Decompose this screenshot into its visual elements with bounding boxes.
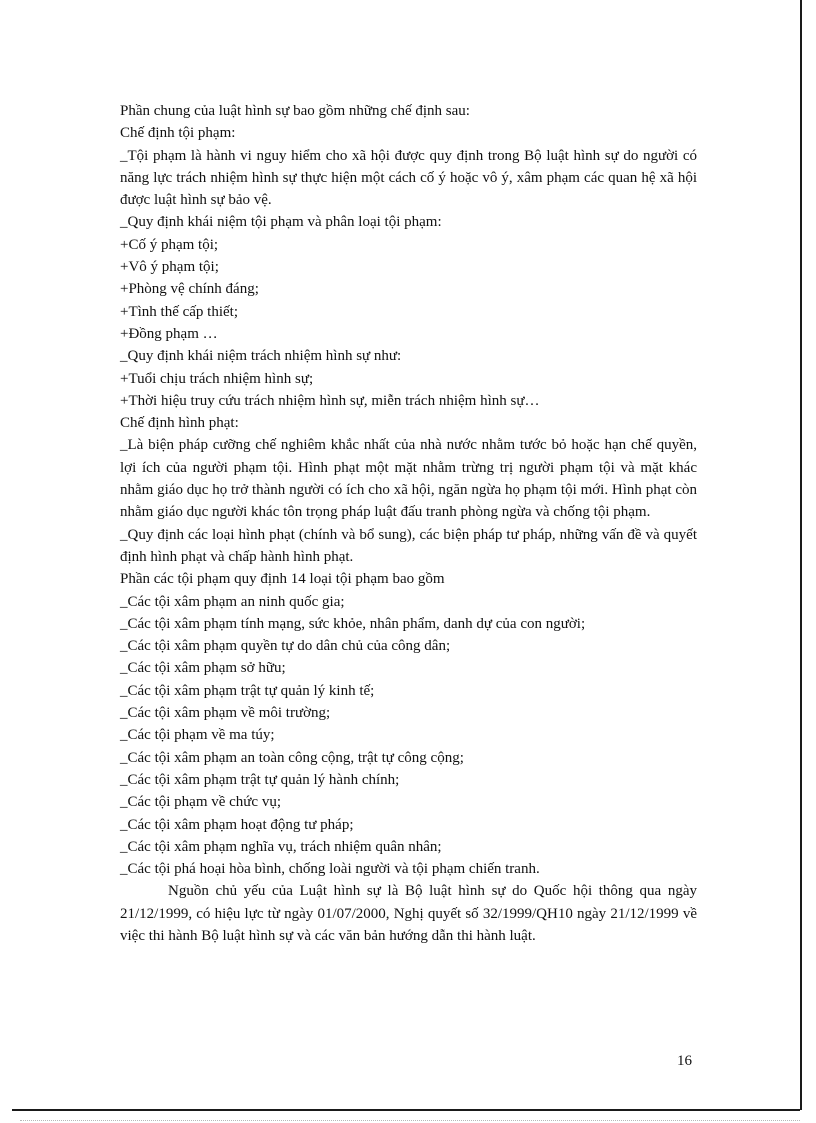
- list-item: +Tình thế cấp thiết;: [120, 303, 239, 320]
- list-item: _Các tội xâm phạm sở hữu;: [120, 660, 286, 677]
- list-item: _Các tội xâm phạm tính mạng, sức khỏe, nhân phẩm, danh dự của con người;: [120, 615, 586, 632]
- paragraph-penalty-definition: _Là biện pháp cưỡng chế nghiêm khắc nhất của nhà nước nhằm tước bỏ hoặc hạn chế quyền, lợi ích của người phạm tội. Hình phạt một mặt nhằm trừng trị người phạm tội và mặt khác nhằm giáo dục họ trở thành người có ích cho xã hội, ngăn ngừa họ phạm tội mới. Hình phạt còn nhằm giáo dục người khác tôn trọng pháp luật đấu tranh phòng ngừa và chống tội phạm.: [120, 437, 697, 521]
- list-item: _Các tội phạm về chức vụ;: [120, 794, 282, 811]
- page-number: 16: [677, 1053, 692, 1069]
- list-item: _Các tội xâm phạm trật tự quản lý kinh tế;: [120, 682, 375, 699]
- paragraph-crime-definition: _Tội phạm là hành vi nguy hiểm cho xã hội được quy định trong Bộ luật hình sự do người có năng lực trách nhiệm hình sự thực hiện một cách cố ý hoặc vô ý, xâm phạm các quan hệ xã hội được luật hình sự bảo vệ.: [120, 147, 697, 209]
- paragraph-penalty-types: _Quy định các loại hình phạt (chính và bổ sung), các biện pháp tư pháp, những vấn đề và quyết định hình phạt và chấp hành hình phạt.: [120, 526, 697, 565]
- list-item: +Vô ý phạm tội;: [120, 259, 219, 276]
- list-item: _Các tội xâm phạm nghĩa vụ, trách nhiệm quân nhân;: [120, 838, 442, 855]
- list-item: _Các tội phá hoại hòa bình, chống loài người và tội phạm chiến tranh.: [120, 861, 540, 878]
- page-border-bottom: [12, 1109, 800, 1111]
- list-item: +Đồng phạm …: [120, 325, 218, 342]
- list-item: _Các tội xâm phạm an toàn công cộng, trật tự công cộng;: [120, 749, 464, 766]
- section-heading-crimes: Phần các tội phạm quy định 14 loại tội phạm bao gồm: [120, 571, 445, 588]
- section-heading-crime: Chế định tội phạm:: [120, 125, 236, 142]
- document-body: [120, 100, 697, 947]
- page-break-line: [20, 1120, 800, 1121]
- intro-line: Phần chung của luật hình sự bao gồm những chế định sau:: [120, 103, 470, 119]
- list-item: _Quy định khái niệm trách nhiệm hình sự như:: [120, 348, 402, 365]
- list-item: +Phòng vệ chính đáng;: [120, 281, 259, 298]
- list-item: +Thời hiệu truy cứu trách nhiệm hình sự, miễn trách nhiệm hình sự…: [120, 392, 540, 409]
- page-border-right: [800, 0, 802, 1110]
- list-item: _Các tội xâm phạm hoạt động tư pháp;: [120, 816, 354, 833]
- list-item: _Các tội xâm phạm quyền tự do dân chủ của công dân;: [120, 638, 451, 655]
- list-item: +Cố ý phạm tội;: [120, 236, 219, 253]
- list-item: _Các tội xâm phạm về môi trường;: [120, 705, 331, 722]
- list-item: _Quy định khái niệm tội phạm và phân loại tội phạm:: [120, 214, 442, 231]
- list-item: _Các tội xâm phạm an ninh quốc gia;: [120, 593, 345, 610]
- list-item: +Tuổi chịu trách nhiệm hình sự;: [120, 370, 314, 387]
- paragraph-sources: Nguồn chủ yếu của Luật hình sự là Bộ luật hình sự do Quốc hội thông qua ngày 21/12/1999, có hiệu lực từ ngày 01/07/2000, Nghị quyết số 32/1999/QH10 ngày 21/12/1999 về việc thi hành Bộ luật hình sự và các văn bản hướng dẫn thi hành luật.: [120, 883, 697, 944]
- section-heading-penalty: Chế định hình phạt:: [120, 415, 239, 432]
- list-item: _Các tội xâm phạm trật tự quản lý hành chính;: [120, 771, 400, 788]
- list-item: _Các tội phạm về ma túy;: [120, 727, 275, 744]
